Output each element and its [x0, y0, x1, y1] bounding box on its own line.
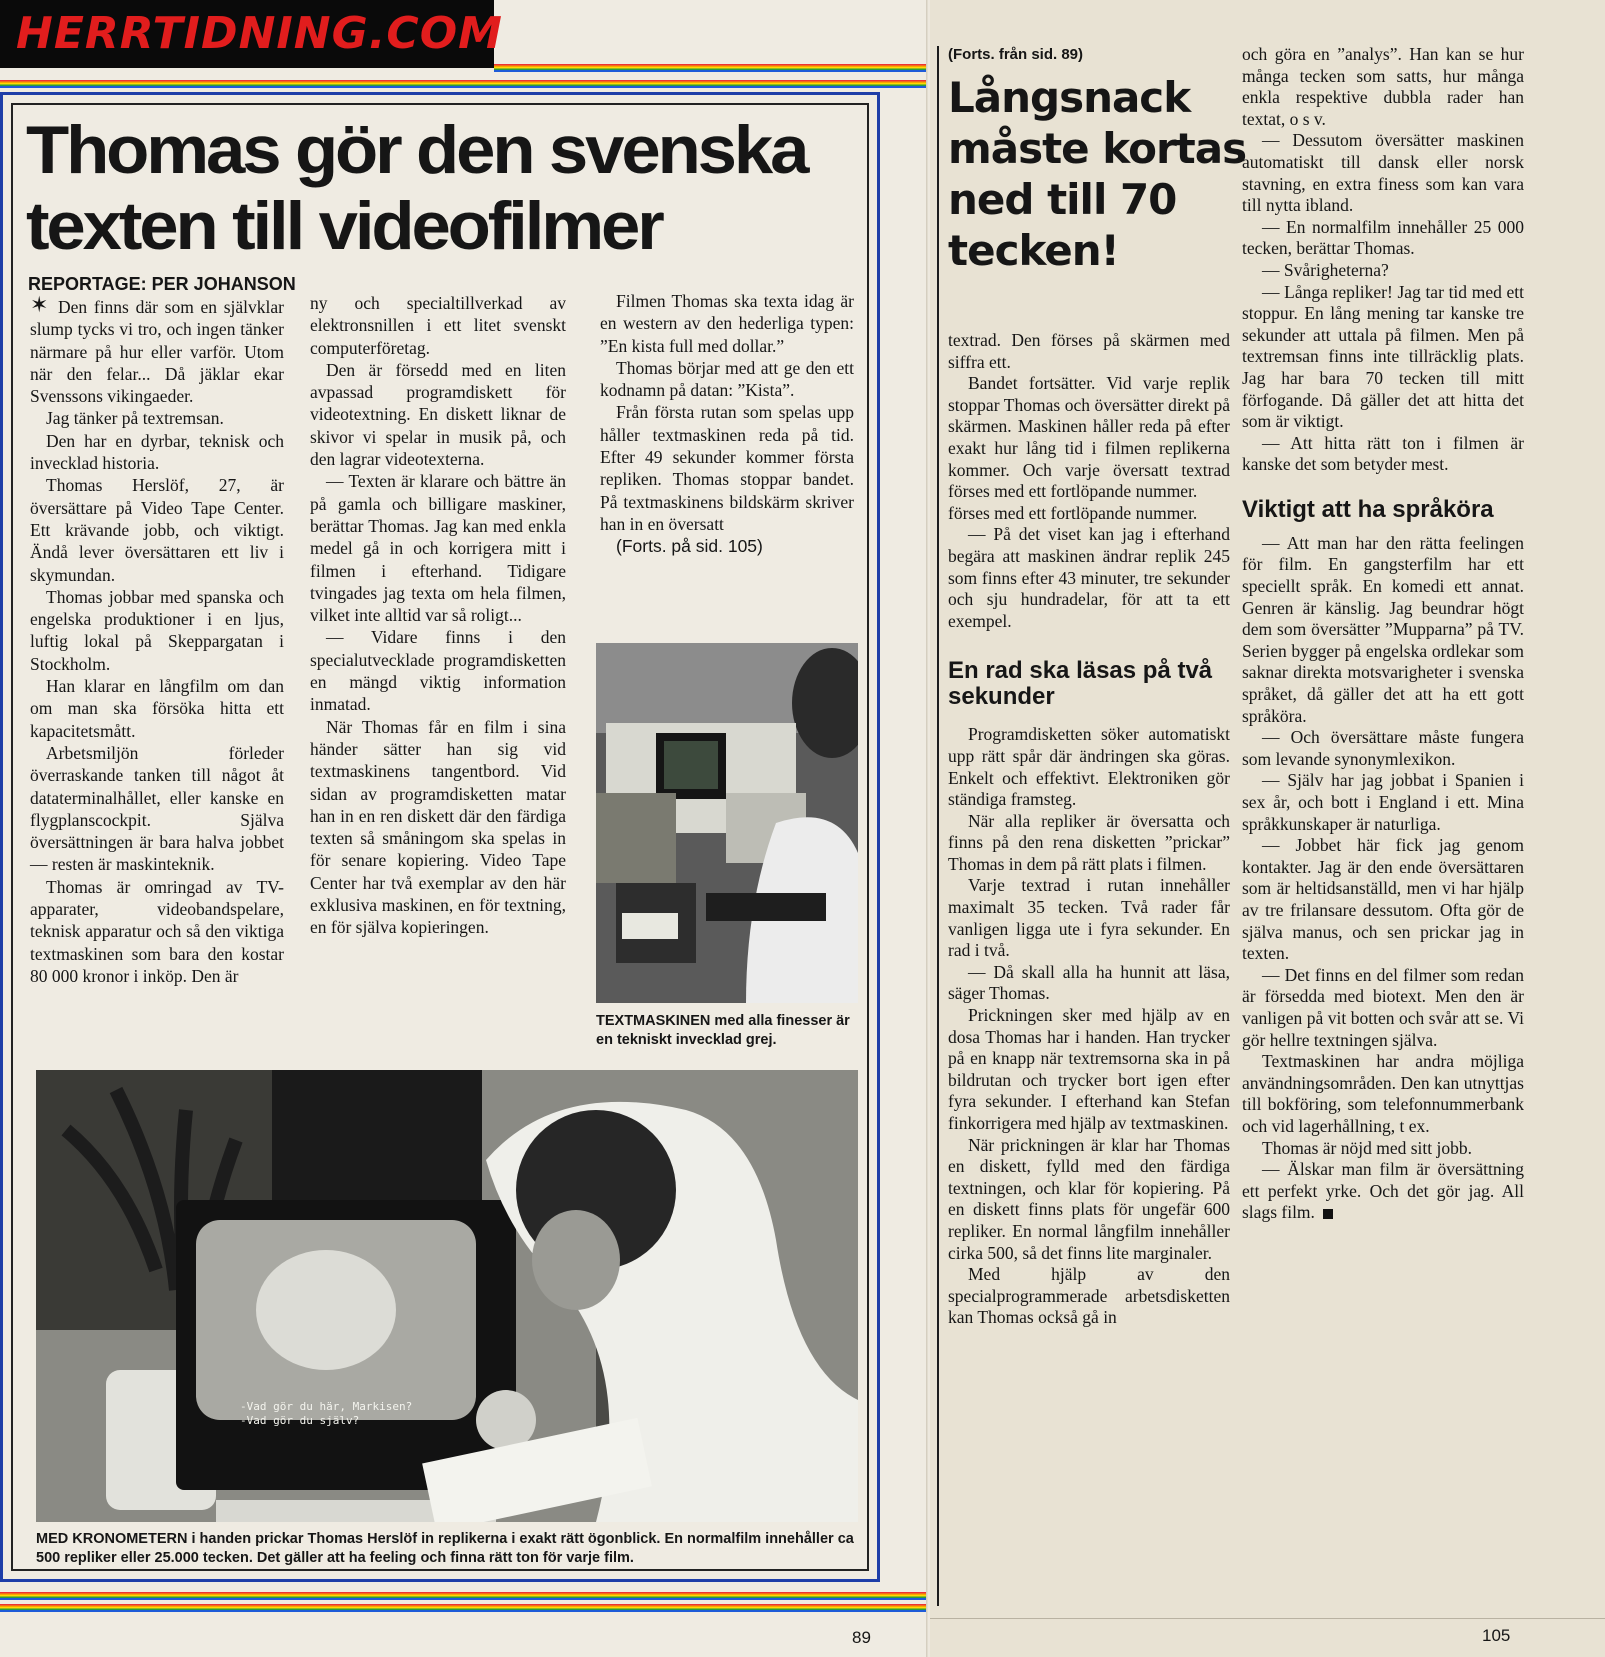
- photo-textmaskinen-image: [596, 643, 858, 1003]
- paragraph: Thomas är nöjd med sitt jobb.: [1262, 1137, 1472, 1158]
- paragraph: — Att hitta rätt ton i filmen är kanske det som betyder mest.: [1242, 432, 1524, 475]
- paragraph: Textmaskinen har andra möjliga användningsområden. Den kan utnyttjas till bokföring, som telefonnummerbank och vid lagerhållning, t ex.: [1242, 1051, 1524, 1136]
- continued-note: (Forts. på sid. 105): [616, 536, 763, 557]
- rainbow-stripes-top: [494, 64, 930, 72]
- paragraph: Bandet fortsätter. Vid varje replik stoppar Thomas och översätter direkt på skärmen. Maskinen håller reda på efter exakt hur lång tid i filmen replikerna kommer. Och varje översatt textrad förses med ett fortlöpande nummer.: [948, 373, 1230, 502]
- paragraph: — Texten är klarare och bättre än på gamla och billigare maskiner, berättar Thomas. Jag kan med enkla medel gå in och korrigera mitt i filmen i efterhand. Tidigare tvingades jag texta om hela filmen, vilket inte alltid var så roligt...: [310, 471, 566, 626]
- paragraph: — En normalfilm innehåller 25 000 tecken, berättar Thomas.: [1242, 216, 1524, 259]
- page-number-left: 89: [852, 1628, 871, 1647]
- column-rule-left: [937, 46, 939, 1606]
- photo-caption-textmaskinen: TEXTMASKINEN med alla finesser är en tekniskt invecklad grej.: [596, 1013, 850, 1048]
- paragraph: Programdisketten söker automatiskt upp rätt spår där ändringen ska göras. Enkelt och effektivt. Elektroniken gör ständiga framsteg.: [948, 724, 1230, 810]
- continued-from-note: (Forts. från sid. 89): [948, 46, 1084, 63]
- tv-subtitle-line-2: -Vad gör du själv?: [240, 1414, 360, 1427]
- paragraph: — Dessutom översätter maskinen automatiskt till dansk eller norsk stavning, en extra finess som kan vara till nytta ibland.: [1242, 130, 1524, 216]
- photo-kronometern-image: [36, 1070, 858, 1522]
- photo-textmaskinen: [596, 643, 858, 1003]
- footer-rule: [930, 1618, 1605, 1619]
- paragraph: — Vidare finns i den specialutvecklade programdisketten en mängd viktig information inmatad.: [310, 627, 566, 715]
- paragraph: Filmen Thomas ska texta idag är en western av den hederliga typen: ”En kista full med dollar.”: [600, 291, 854, 356]
- paragraph: — Jobbet här fick jag genom kontakter. Jag är den ende översättaren som är heltidsanställd, men vi har hjälp av tre frilansare dessutom. Ofta gör de själva manus, och sen prickar jag in texten.: [1242, 835, 1524, 964]
- left-column-1: [30, 293, 284, 987]
- paragraph: — Det finns en del filmer som redan är försedda med biotext. Men den är vanligen på vit botten och svår att se. Vi gör hellre textningen själva.: [1242, 964, 1524, 1050]
- rainbow-stripes-bottom: [0, 1592, 930, 1600]
- paragraph: När Thomas får en film i sina händer sätter han sig vid textmaskinens tangentbord. Vid sidan av programdisketten matar han in en ren diskett där den färdiga texten så småningom ska spelas in för senare kopiering. Video Tape Center har två exemplar av den här exklusiva maskinen, en för textning, en för själva kopieringen.: [310, 716, 566, 938]
- paragraph: — Då skall alla ha hunnit att läsa, säger Thomas.: [948, 961, 1230, 1004]
- paragraph: och göra en ”analys”. Han kan se hur många tecken som satts, hur många enkla respektive dubbla rader han textat, o s v.: [1242, 44, 1524, 129]
- paragraph: — Att man har den rätta feelingen för film. En gangsterfilm har ett speciellt språk. En komedi ett annat. Genren är känslig. Jag beundrar högt dem som översätter ”Mupparna” på TV. Serien bygger på engelska ordlekar som saknar direkta motsvarigheter i svenska språket, då gäller det att ha ett gott språköra.: [1242, 532, 1524, 726]
- photo-caption-kronometern: MED KRONOMETERN i handen prickar Thomas Herslöf in replikerna i exakt rätt ögonblick. En normalfilm innehåller ca 500 repliker eller 25.000 tecken. Det gäller att ha feeling och finna rätt ton för varje film.: [36, 1531, 854, 1566]
- paragraph: — Svårigheterna?: [1262, 259, 1389, 280]
- byline: REPORTAGE: PER JOHANSON: [28, 274, 296, 294]
- left-column-3: [600, 290, 854, 558]
- paragraph: Den finns där som en självklar slump tycks vi tro, och ingen tänker närmare på hur eller varför. Utom när den felar... Då jäklar ekar Svenssons vikingaeder.: [30, 297, 284, 407]
- paragraph: Thomas börjar med att ge den ett kodnamn på datan: ”Kista”.: [600, 357, 854, 401]
- rainbow-stripes-top-2: [0, 80, 930, 88]
- star-ornament-icon: ✶: [30, 293, 49, 318]
- page-right: [930, 0, 1605, 1657]
- paragraph: Jag tänker på textremsan.: [46, 408, 224, 429]
- paragraph: När prickningen är klar har Thomas en diskett, fylld med den färdiga textningen, och klar för kopiering. På en diskett finns plats för ungefär 600 repliker. En normal långfilm innehåller cirka 500, så det finns lite marginaler.: [948, 1134, 1230, 1263]
- photo-kronometern: [36, 1070, 858, 1522]
- paragraph: Thomas är omringad av TV-apparater, videobandspelare, teknisk apparatur och så den viktiga textmaskinen som bara den kostar 80 000 kronor i inköp. Den är: [30, 876, 284, 986]
- paragraph: Thomas jobbar med spanska och engelska produktioner i en ljus, luftig lokal på Skeppargatan i Stockholm.: [30, 586, 284, 674]
- headline: Thomas gör den svenska texten till videofilmer: [26, 112, 807, 264]
- site-logo[interactable]: HERRTIDNING.COM: [0, 0, 494, 68]
- right-column-2: [1242, 44, 1524, 1224]
- paragraph: Thomas Herslöf, 27, är översättare på Video Tape Center. Ett krävande jobb, och viktigt. Ändå lever översättaren ett liv i skymundan.: [30, 475, 284, 585]
- end-square-icon: [1323, 1209, 1333, 1219]
- left-column-2: [310, 292, 566, 939]
- rainbow-stripes-bottom-2: [0, 1604, 930, 1612]
- right-column-1: [948, 330, 1230, 1329]
- paragraph: Arbetsmiljön förleder överraskande tanken till något åt dataterminalhållet, eller kanske en flygplanscockpit. Själva översättningen är bara halva jobbet — resten är maskinteknik.: [30, 742, 284, 875]
- paragraph: förses med ett fortlöpande nummer.: [948, 502, 1198, 523]
- right-headline: Långsnack måste kortas ned till 70 tecken!: [948, 73, 1247, 275]
- final-sentence: — Älskar man film är översättning ett perfekt yrke. Och det gör jag. All slags film.: [1242, 1159, 1524, 1223]
- tv-subtitle-line-1: -Vad gör du här, Markisen?: [240, 1400, 413, 1413]
- paragraph: Prickningen sker med hjälp av en dosa Thomas har i handen. Han trycker på en knapp när textremsorna ska in på bildrutan och trycker bort igen efter fyra sekunder. I efterhand kan Stefan finkorrigera med hjälp av textmaskinen.: [948, 1005, 1230, 1133]
- paragraph: ny och specialtillverkad av elektronsnillen i ett litet svenskt computerföretag.: [310, 293, 566, 358]
- paragraph: Han klarar en långfilm om dan om man ska försöka hitta ett kapacitetsmått.: [30, 676, 284, 741]
- paragraph: — Och översättare måste fungera som levande synonymlexikon.: [1242, 727, 1524, 769]
- page-number-right: 105: [1482, 1626, 1511, 1645]
- subheading-en-rad: En rad ska läsas på två sekunder: [948, 657, 1213, 711]
- paragraph: — Långa repliker! Jag tar tid med ett stoppur. En lång mening tar kanske tre sekunder att uttala på filmen. Men på textremsan finns inte tillräcklig plats. Jag har bara 70 tecken till mitt förfogande. Då gäller det att hitta det som är viktigt.: [1242, 281, 1524, 432]
- paragraph: Varje textrad i rutan innehåller maximalt 35 tecken. Två rader får vanligen ligga ute i fyra sekunder. En rad i två.: [948, 875, 1230, 961]
- paragraph: Den är försedd med en liten avpassad programdiskett för videotextning. En diskett liknar de skivor vi spelar in musik på, och den lagrar videotexterna.: [310, 359, 566, 470]
- paragraph: Från första rutan som spelas upp håller textmaskinen reda på tid. Efter 49 sekunder kommer första repliken. Thomas stoppar bandet. På textmaskinens bildskärm skriver han in en översatt: [600, 402, 854, 534]
- paragraph: — Själv har jag jobbat i Spanien i sex år, och bott i England i ett. Mina språkkunskaper är naturliga.: [1242, 770, 1524, 834]
- paragraph: När alla repliker är översatta och finns på den rena disketten ”prickar” Thomas in dem på rätt plats i filmen.: [948, 810, 1230, 874]
- subheading-sprakora: Viktigt att ha språköra: [1242, 495, 1494, 523]
- paragraph-final: [1242, 1159, 1524, 1224]
- paragraph: — På det viset kan jag i efterhand begära att maskinen ändrar replik 245 som finns efter 43 minuter, tre sekunder och sju hundradelar, för att ta ett exempel.: [948, 524, 1230, 631]
- paragraph: textrad. Den förses på skärmen med siffra ett.: [948, 330, 1230, 372]
- paragraph: Den har en dyrbar, teknisk och invecklad historia.: [30, 430, 284, 474]
- paragraph: Med hjälp av den specialprogrammerade arbetsdisketten kan Thomas också gå in: [948, 1264, 1230, 1328]
